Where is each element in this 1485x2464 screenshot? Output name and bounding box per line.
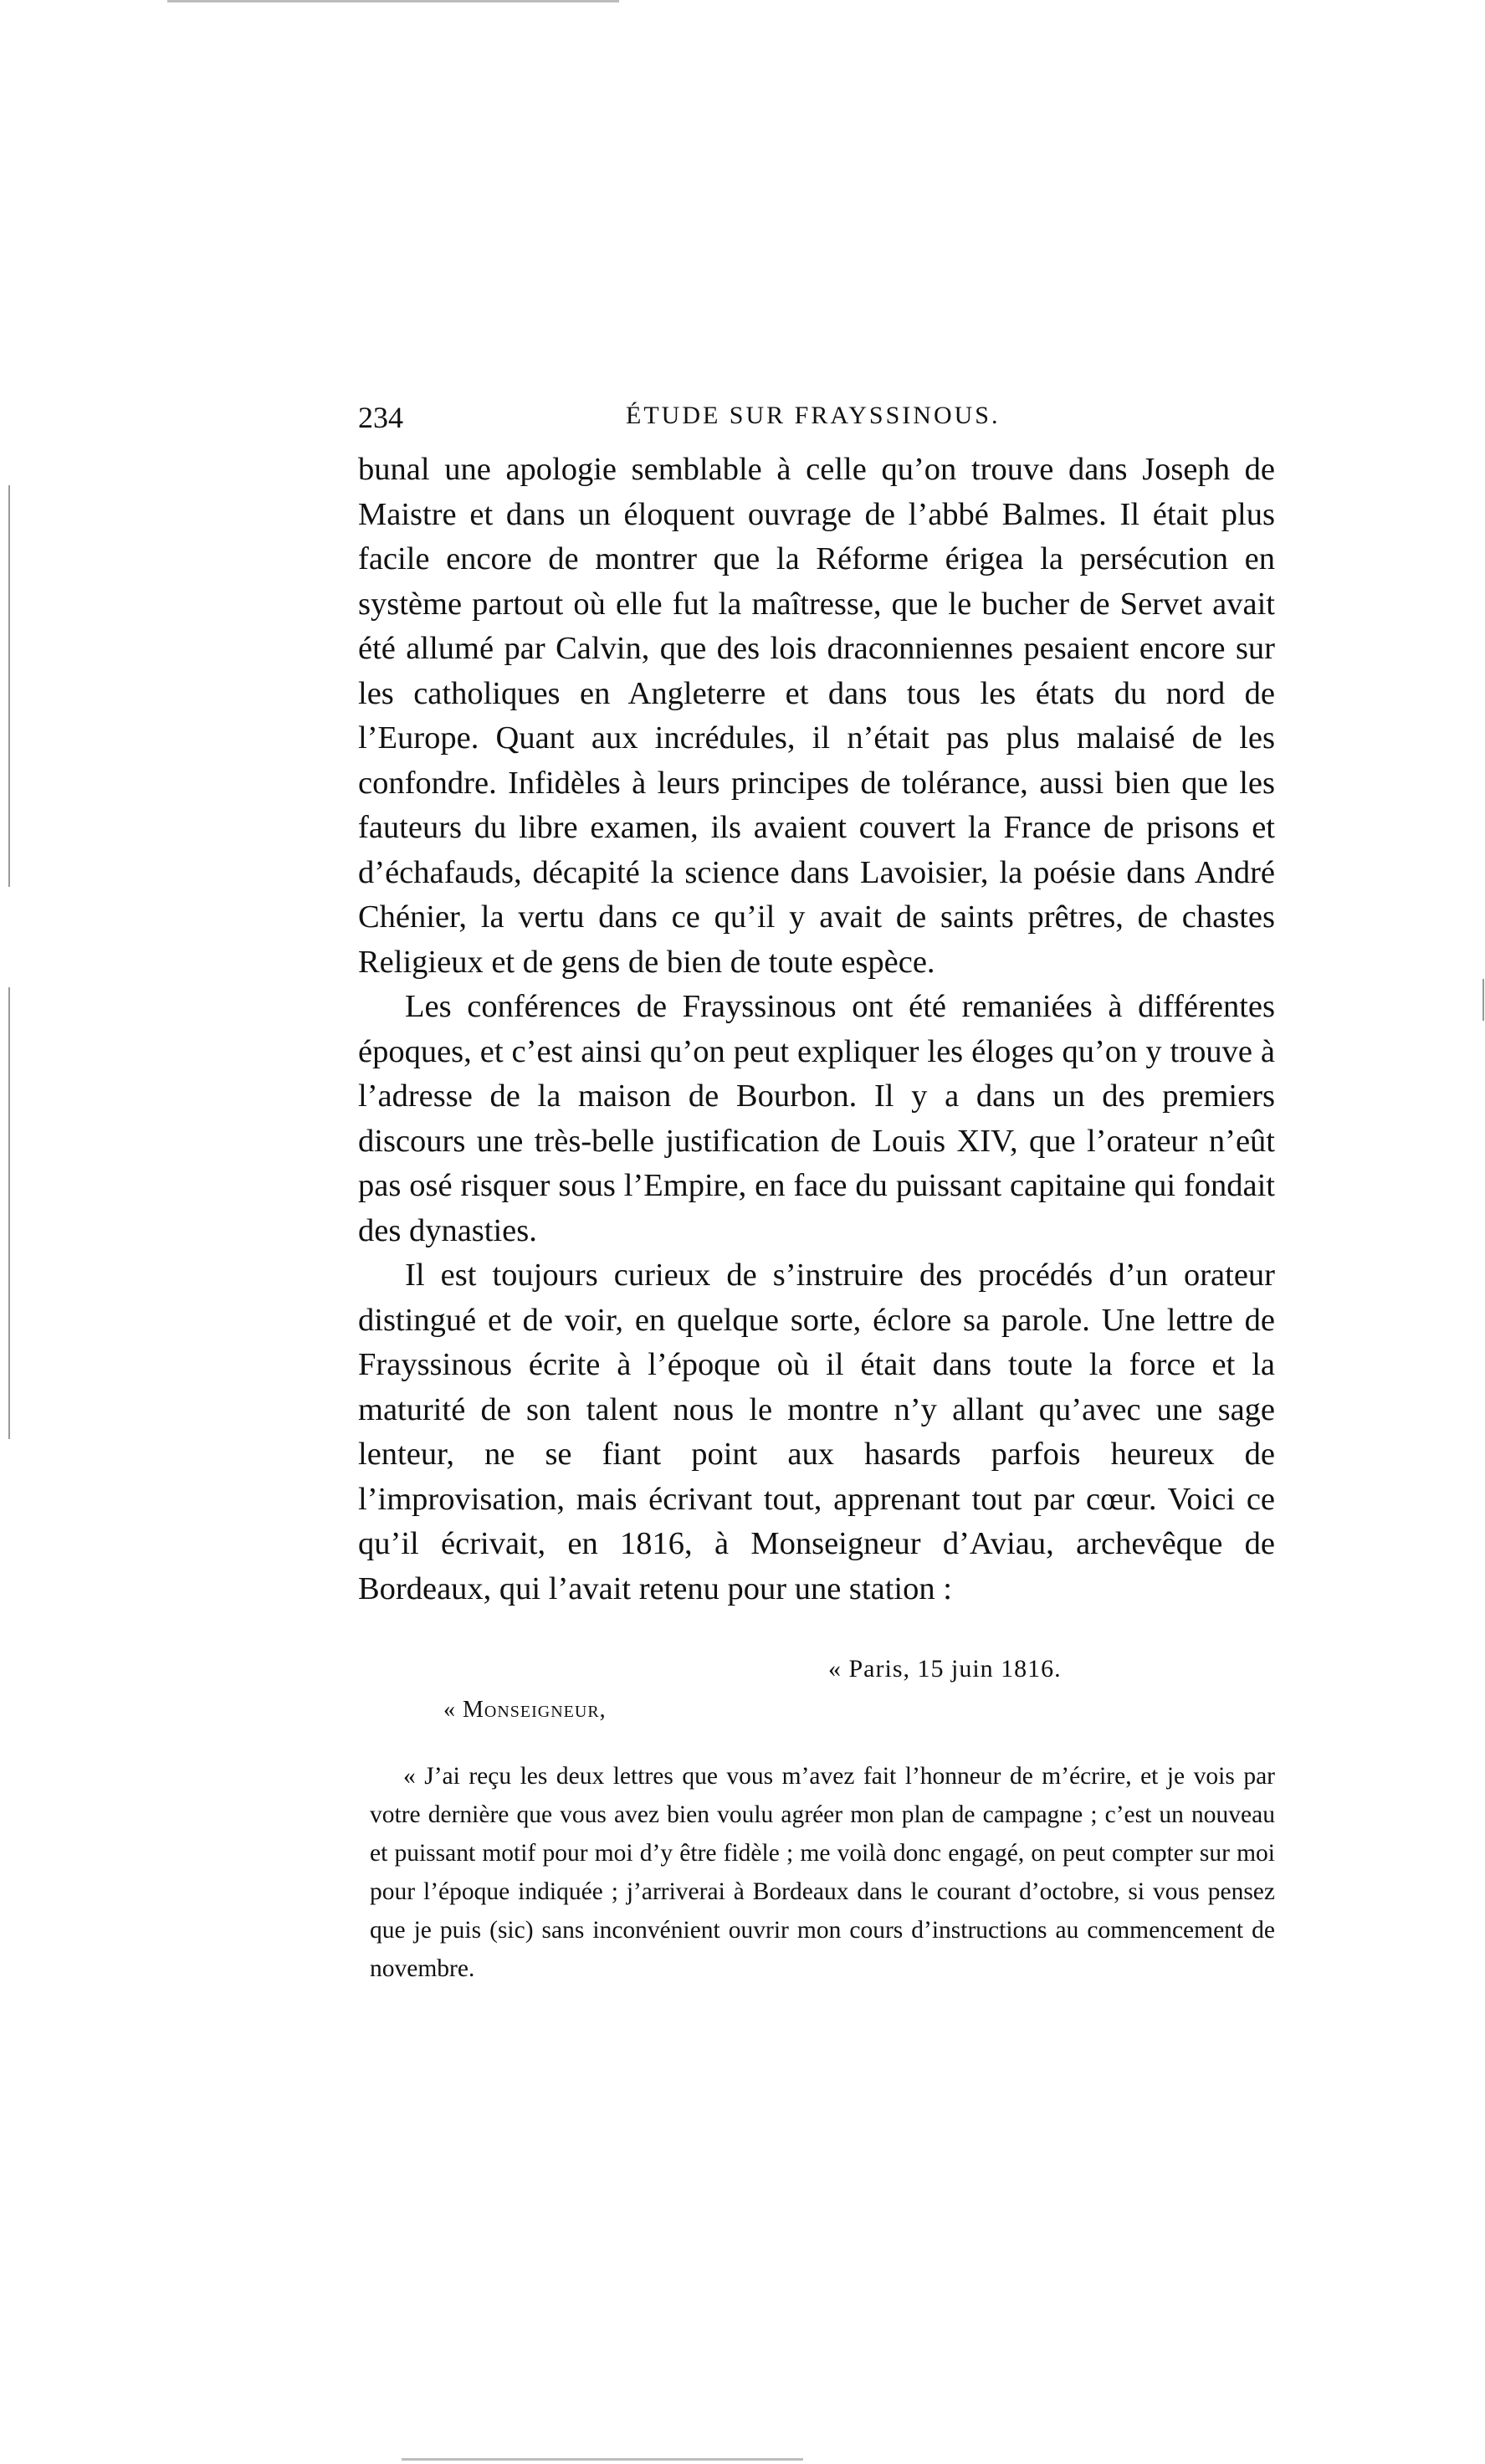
left-margin-rule (8, 987, 10, 1439)
paragraph: Il est toujours curieux de s’instruire des procédés d’un orateur distingué et de voir, en quelque sorte, éclore sa parole. Une lettre de Frayssinous écrite à l’époque où il était dans toute la force et la maturité de son talent nous le montre n’y allant qu’avec une sage lenteur, ne se fiant point aux hasards parfois heureux de l’improvisation, mais écrivant tout, apprenant tout par cœur. Voici ce qu’il écrivait, en 1816, à Monseigneur d’Aviau, archevêque de Bordeaux, qui l’avait retenu pour une station : (358, 1258, 1275, 1606)
page-number: 234 (358, 401, 403, 434)
letter-salutation: « Monseigneur, (443, 1697, 607, 1723)
letter-body: « J’ai reçu les deux lettres que vous m’avez fait l’honneur de m’écrire, et je vois par votre dernière que vous avez bien voulu agréer mon plan de campagne ; c’est un nouveau et puissant motif pour moi d’y être fidèle ; me voilà donc engagé, on peut compter sur moi pour l’époque indiquée ; j’arriverai à Bordeaux dans le courant d’octobre, si vous pensez que je puis (sic) sans inconvénient ouvrir mon cours d’instructions au commencement de novembre. (370, 1763, 1275, 1982)
right-margin-rule (1482, 979, 1484, 1021)
left-margin-rule (8, 485, 10, 887)
body-text (358, 448, 1275, 1611)
paragraph: Les conférences de Frayssinous ont été remaniées à différentes époques, et c’est ainsi qu’on peut expliquer les éloges qu’on y trouve à l’adresse de la maison de Bourbon. Il y a dans un des premiers discours une très-belle justification de Louis XIV, que l’orateur n’eût pas osé risquer sous l’Empire, en face du puissant capitaine qui fondait des dynasties. (358, 989, 1275, 1248)
scan-edge-mark (402, 2458, 803, 2461)
paragraph: bunal une apologie semblable à celle qu’on trouve dans Joseph de Maistre et dans un éloquent ouvrage de l’abbé Balmes. Il était plus facile encore de montrer que la Réforme érigea la persécution en système partout où elle fut la maîtresse, que le bucher de Servet avait été allumé par Calvin, que des lois draconniennes pesaient encore sur les catholiques en Angleterre et dans tous les états du nord de l’Europe. Quant aux incrédules, il n’était pas plus malaisé de les confondre. Infidèles à leurs principes de tolérance, aussi bien que les fauteurs du libre examen, ils avaient couvert la France de prisons et d’échafauds, décapité la science dans Lavoisier, la poésie dans André Chénier, la vertu dans ce qu’il y avait de saints prêtres, de chastes Religieux et de gens de bien de toute espèce. (358, 452, 1275, 980)
letter-date: « Paris, 15 juin 1816. (828, 1655, 1062, 1683)
scan-edge-mark (167, 0, 619, 3)
running-title: ÉTUDE SUR FRAYSSINOUS. (626, 402, 1001, 429)
page-header (358, 393, 1275, 443)
